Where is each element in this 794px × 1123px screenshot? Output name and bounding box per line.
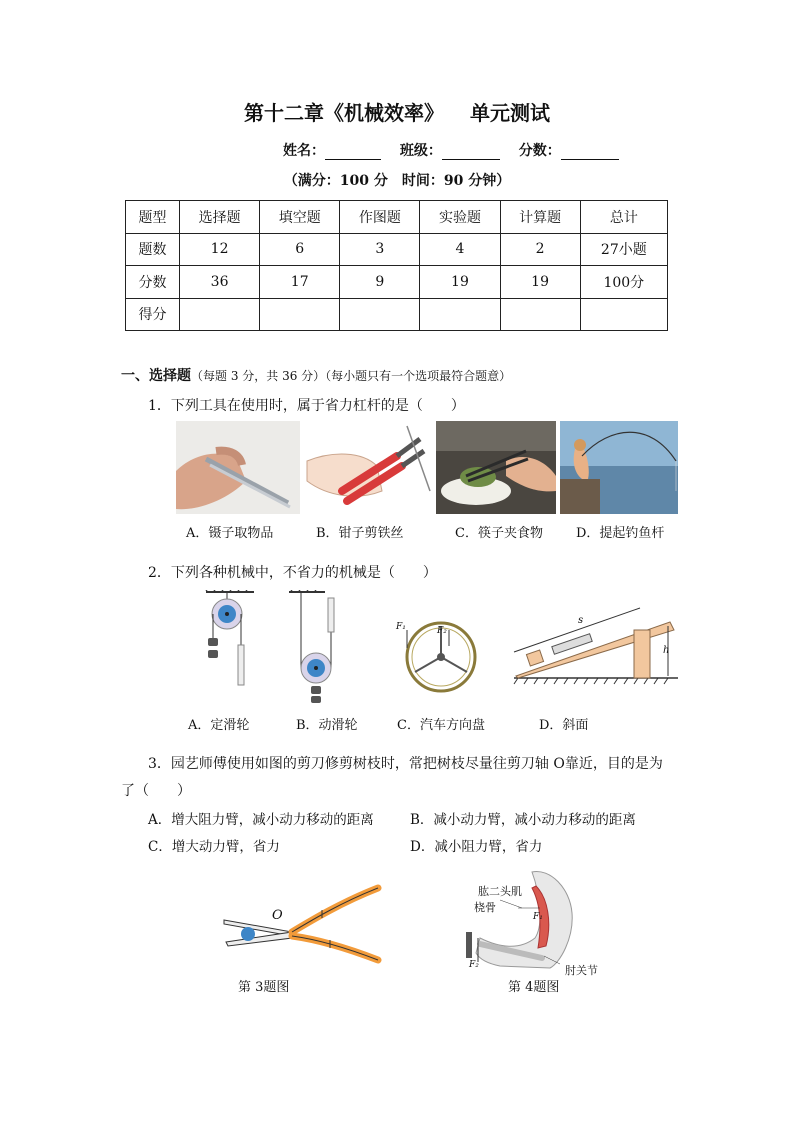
table-cell: 分数 [126,266,180,299]
movable-pulley-figure [285,590,355,705]
question-2-stem: 2．下列各种机械中，不省力的机械是（ ） [148,565,437,581]
incline-h-label: h [663,645,670,656]
arm-label-elbow: 肘关节 [565,964,598,977]
section-heading [121,365,511,385]
table-cell: 17 [260,266,340,299]
table-cell: 题数 [126,233,180,266]
class-field[interactable] [442,145,500,160]
table-row [126,266,668,299]
q1-option-a[interactable]: A．镊子取物品 [186,526,274,541]
q3-option-d[interactable]: D．减小阻力臂，省力 [410,839,543,855]
wheel-f1-label: F₁ [396,622,406,632]
shears-o-label: O [272,908,283,923]
score-input-cell[interactable] [260,298,340,331]
table-cell: 2 [500,233,580,266]
student-info [283,140,633,160]
table-cell: 36 [180,266,260,299]
table-cell: 12 [180,233,260,266]
incline-figure [510,600,680,685]
tweezers-image [176,421,300,514]
score-input-cell[interactable] [500,298,580,331]
table-cell: 实验题 [420,201,500,234]
section-note: （每题 3 分，共 36 分）（每小题只有一个选项最符合题意） [191,369,512,383]
arm-label-f2: F₂ [469,960,479,970]
table-cell: 19 [500,266,580,299]
arm-label-radius: 桡骨 [474,901,496,914]
wheel-f2-label: F₂ [437,626,447,636]
question-3-stem-line1: 3．园艺师傅使用如图的剪刀修剪树枝时，常把树枝尽量往剪刀轴 O靠近，目的是为 [148,756,663,772]
table-cell: 计算题 [500,201,580,234]
q2-option-d[interactable]: D．斜面 [539,718,589,733]
figure-3-caption: 第 3题图 [238,980,290,995]
table-cell: 6 [260,233,340,266]
incline-s-label: s [578,615,584,626]
score-input-cell[interactable] [420,298,500,331]
score-input-cell[interactable] [340,298,420,331]
title-main: 第十二章《机械效率》 [244,101,444,125]
q1-option-d[interactable]: D．提起钓鱼杆 [576,526,665,541]
class-label: 班级： [399,143,442,159]
table-cell: 3 [340,233,420,266]
exam-meta: （满分：100 分 时间：90 分钟） [283,173,511,189]
table-cell: 27小题 [580,233,667,266]
chopsticks-image [436,421,556,514]
fixed-pulley-figure [200,590,260,690]
page-title [0,97,794,126]
q3-option-b[interactable]: B．减小动力臂，减小动力移动的距离 [410,812,636,828]
table-cell: 题型 [126,201,180,234]
table-row [126,201,668,234]
table-row [126,298,668,331]
name-field[interactable] [325,145,381,160]
title-sub: 单元测试 [470,101,550,125]
table-cell: 选择题 [180,201,260,234]
q3-option-c[interactable]: C．增大动力臂，省力 [148,839,280,855]
score-input-cell[interactable] [180,298,260,331]
q2-option-b[interactable]: B．动滑轮 [296,718,358,733]
q1-option-c[interactable]: C．筷子夹食物 [455,526,543,541]
table-cell: 作图题 [340,201,420,234]
score-field[interactable] [561,145,619,160]
table-cell: 得分 [126,298,180,331]
table-cell: 4 [420,233,500,266]
question-3-stem-line2: 了（ ） [121,783,191,799]
table-cell: 总计 [580,201,667,234]
score-input-cell[interactable] [580,298,667,331]
q1-option-b[interactable]: B．钳子剪铁丝 [316,526,404,541]
figure-4-caption: 第 4题图 [508,980,560,995]
q2-option-c[interactable]: C．汽车方向盘 [397,718,485,733]
name-label: 姓名： [283,143,325,159]
table-cell: 填空题 [260,201,340,234]
table-row [126,233,668,266]
shears-figure [222,880,384,965]
question-1-stem: 1．下列工具在使用时，属于省力杠杆的是（ ） [148,398,465,414]
q3-option-a[interactable]: A．增大阻力臂，减小动力移动的距离 [148,812,374,828]
pliers-image [302,421,432,514]
arm-label-biceps: 肱二头肌 [478,885,522,898]
score-label: 分数： [518,143,561,159]
score-table [125,200,668,331]
table-cell: 9 [340,266,420,299]
section-title: 一、选择题 [121,368,191,384]
table-cell: 100分 [580,266,667,299]
fishing-image [560,421,678,514]
arm-label-f1: F₁ [533,912,543,922]
q2-option-a[interactable]: A．定滑轮 [188,718,250,733]
table-cell: 19 [420,266,500,299]
